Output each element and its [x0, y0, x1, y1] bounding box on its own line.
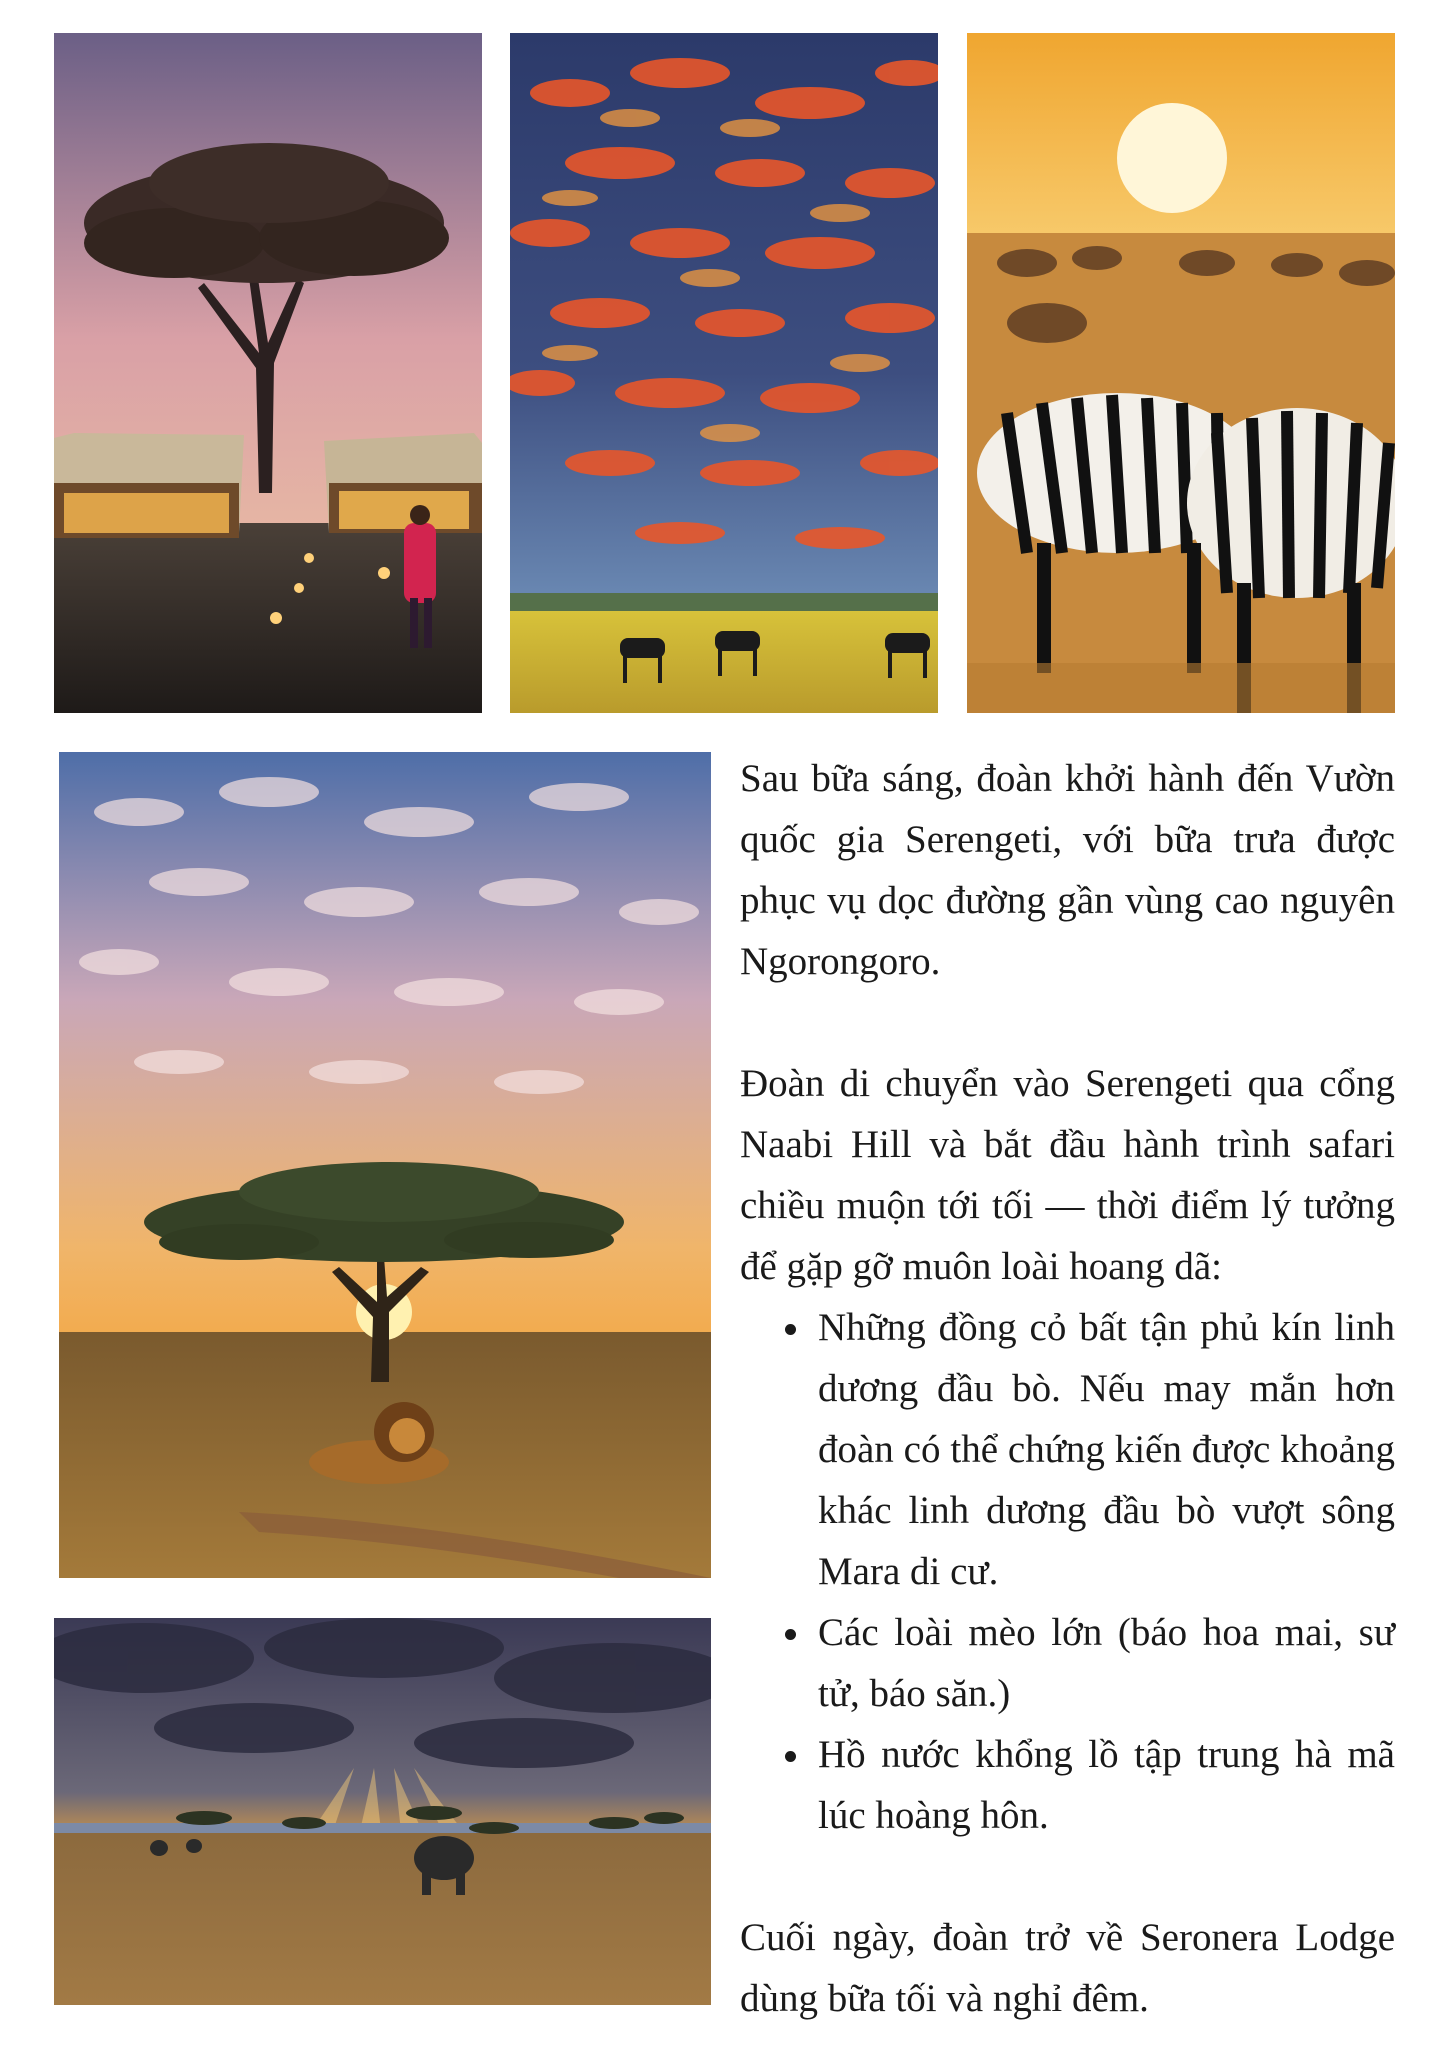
paragraph-evening: Cuối ngày, đoàn trở về Seronera Lodge dùng bữa tối và nghỉ đêm.: [740, 1916, 1395, 2020]
photo-zebras-sunset: [967, 33, 1395, 713]
list-item: • Những đồng cỏ bất tận phủ kín linh dương đầu bò. Nếu may mắn hơn đoàn có thể chứng kiến được khoảng khác linh dương đầu bò vượt sông Mara di cư.: [814, 1297, 1395, 1602]
photo-acacia-sunset-lion: [59, 752, 711, 1578]
paragraph-safari: Đoàn di chuyển vào Serengeti qua cổng Naabi Hill và bắt đầu hành trình safari chiều muộn tới tối — thời điểm lý tưởng để gặp gỡ muôn loài hoang dã:: [740, 1062, 1395, 1288]
list-item: • Các loài mèo lớn (báo hoa mai, sư tử, báo săn.): [814, 1602, 1395, 1724]
paragraph-spacer: [740, 992, 1395, 1053]
wildlife-list: [740, 1297, 1395, 1846]
itinerary-text: [740, 748, 1395, 2029]
photo-sunrays-elephants: [54, 1618, 711, 2005]
photo-sunset-clouds-zebras: [510, 33, 938, 713]
paragraph-spacer: [740, 1846, 1395, 1907]
paragraph-intro: Sau bữa sáng, đoàn khởi hành đến Vườn quốc gia Serengeti, với bữa trưa được phục vụ dọc đường gần vùng cao nguyên Ngorongoro.: [740, 757, 1395, 983]
photo-safari-camp-acacia: [54, 33, 482, 713]
list-item: • Hồ nước khổng lồ tập trung hà mã lúc hoàng hôn.: [814, 1724, 1395, 1846]
